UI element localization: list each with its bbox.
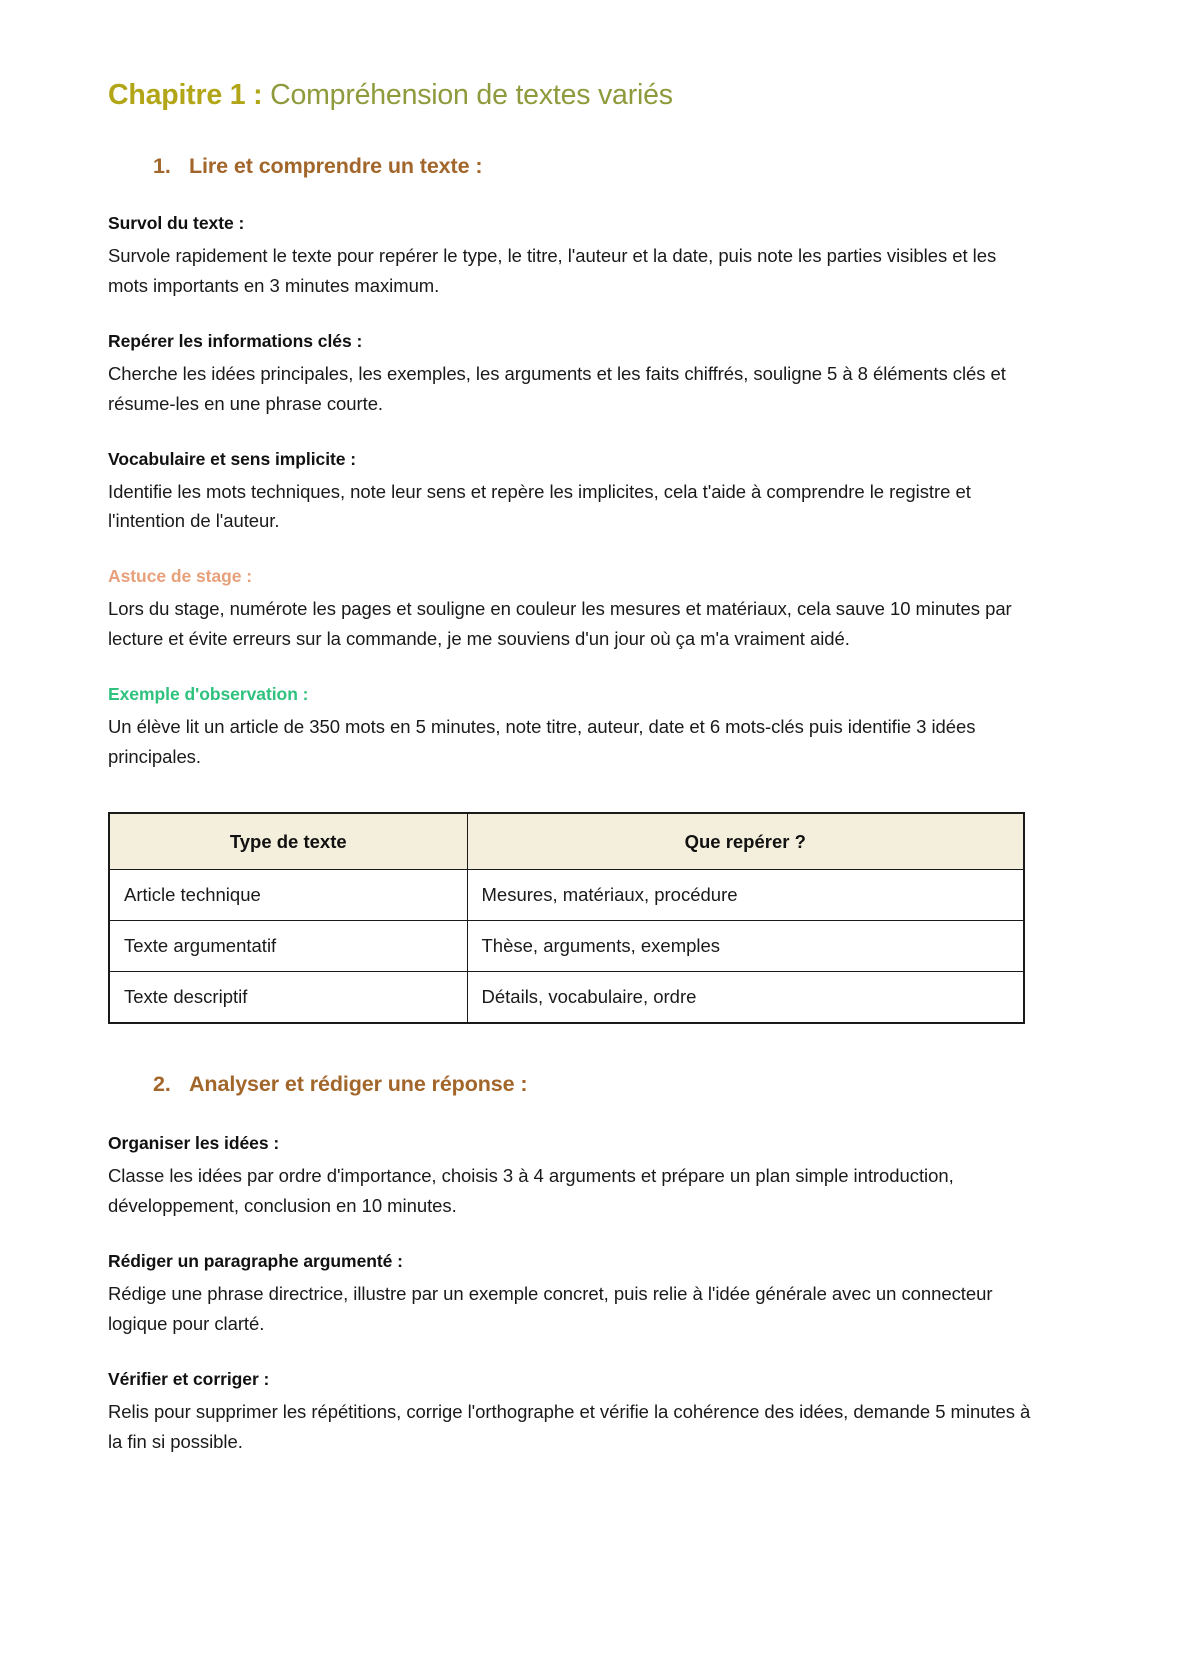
block-reperer-title: Repérer les informations clés : (108, 330, 363, 351)
table-header-cell-type: Type de texte (109, 813, 467, 870)
block-exemple-body: Un élève lit un article de 350 mots en 5 minutes, note titre, auteur, date et 6 mots-clés puis identifie 3 idées principales. (108, 716, 976, 768)
table-cell-reperer: Mesures, matériaux, procédure (467, 870, 1024, 921)
block-vocabulaire-body: Identifie les mots techniques, note leur sens et repère les implicites, cela t'aide à comprendre le registre et l'intention de l'auteur. (108, 480, 971, 532)
table-cell-type: Texte argumentatif (109, 921, 467, 972)
table-header-row (109, 813, 1024, 870)
block-rediger-body: Rédige une phrase directrice, illustre par un exemple concret, puis relie à l'idée générale avec un connecteur logique pour clarté. (108, 1283, 993, 1335)
block-exemple-title: Exemple d'observation : (108, 684, 309, 705)
block-verifier-corriger (108, 1369, 1050, 1457)
block-organiser-les-idees (108, 1133, 1050, 1221)
block-astuce-title: Astuce de stage : (108, 566, 253, 587)
block-vocabulaire-title: Vocabulaire et sens implicite : (108, 448, 357, 469)
section-2 (108, 1072, 1050, 1457)
type-de-texte-table-wrapper (108, 812, 1050, 1024)
block-exemple-observation (108, 684, 1050, 772)
type-de-texte-table (108, 812, 1025, 1024)
block-rediger-title: Rédiger un paragraphe argumenté : (108, 1251, 403, 1272)
block-reperer-body: Cherche les idées principales, les exemples, les arguments et les faits chiffrés, souligne 5 à 8 éléments clés et résume-les en une phrase courte. (108, 362, 1006, 414)
block-verifier-body: Relis pour supprimer les répétitions, corrige l'orthographe et vérifie la cohérence des idées, demande 5 minutes à la fin si possible. (108, 1401, 1031, 1453)
block-reperer (108, 331, 1050, 419)
section-2-heading (108, 1072, 1050, 1097)
section-1-number: 1. (153, 153, 171, 178)
chapter-label: Chapitre 1 : (108, 79, 263, 111)
block-astuce-de-stage (108, 566, 1050, 654)
table-row (109, 870, 1024, 921)
table-cell-type: Texte descriptif (109, 972, 467, 1024)
chapter-subject: Compréhension de textes variés (270, 79, 673, 111)
section-2-title: Analyser et rédiger une réponse : (189, 1072, 528, 1097)
block-astuce-body: Lors du stage, numérote les pages et souligne en couleur les mesures et matériaux, cela sauve 10 minutes par lecture et évite erreurs sur la commande, je me souviens d'un jour où ça m'a vraiment aidé. (108, 598, 1012, 650)
block-survol-title: Survol du texte : (108, 212, 245, 233)
block-verifier-title: Vérifier et corriger : (108, 1369, 270, 1390)
section-1-heading (108, 154, 1050, 179)
block-survol (108, 213, 1050, 301)
section-1 (108, 154, 1050, 1025)
table-header-cell-reperer: Que repérer ? (467, 813, 1024, 870)
table-row (109, 921, 1024, 972)
block-survol-body: Survole rapidement le texte pour repérer le type, le titre, l'auteur et la date, puis note les parties visibles et les mots importants en 3 minutes maximum. (108, 244, 997, 296)
block-rediger-paragraphe (108, 1251, 1050, 1339)
page-title (108, 78, 1050, 114)
table-cell-reperer: Thèse, arguments, exemples (467, 921, 1024, 972)
table-cell-type: Article technique (109, 870, 467, 921)
table-row (109, 972, 1024, 1024)
section-1-title: Lire et comprendre un texte : (189, 153, 483, 178)
table-cell-reperer: Détails, vocabulaire, ordre (467, 972, 1024, 1024)
block-organiser-body: Classe les idées par ordre d'importance, choisis 3 à 4 arguments et prépare un plan simple introduction, développement, conclusion en 10 minutes. (108, 1165, 954, 1217)
block-vocabulaire (108, 449, 1050, 537)
section-2-number: 2. (153, 1072, 171, 1097)
block-organiser-title: Organiser les idées : (108, 1133, 280, 1154)
